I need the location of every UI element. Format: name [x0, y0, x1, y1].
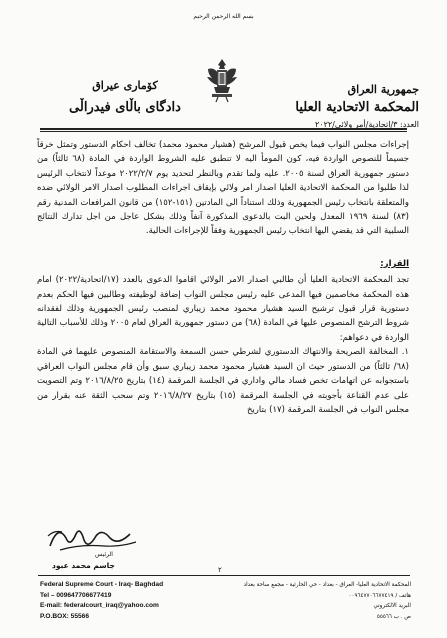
header-court-kurdish: دادگای باڵای فیدراڵی [69, 100, 181, 115]
iraq-eagle-emblem-icon [204, 55, 240, 105]
page-number: ٢ [218, 566, 222, 574]
footer-english [40, 580, 163, 622]
basmala: بسم الله الرحمن الرحيم [193, 13, 254, 20]
signatory-name: جاسم محمد عبود [52, 561, 115, 570]
decision-heading: القرار: [380, 258, 409, 269]
header-court-arabic: المحكمة الاتحادية العليا [295, 100, 419, 115]
footer-email-label-arabic: البريد الالكتروني [373, 603, 411, 609]
footer-po-box: P.O.BOX: 55566 [40, 612, 89, 620]
body-paragraph: إجراءات مجلس النواب فيما يخص قبول المرشح (هشيار محمود محمد) تخالف احكام الدستور وتمثل خرقاً جسيماً للنصوص الواردة فيه، كون المومأ اليه لا تنطبق عليه الشروط الواردة في المادة (٦٨ ثالثاً) من دستور جمهورية العراق لسنة ٢٠٠٥. عليه ولما تقدم وبالنظر لتحديد يوم ٢٠٢٢/٢/٧ موعداً لانتخاب الرئيس لذا طلبوا من المحكمة الاتحادية العليا اصدار امر ولائي بإيقاف اجراءات المطلوب اصدار الامر الولائي ضده والمتعلقة بانتخاب رئيس الجمهورية وذلك استناداً الى المادتين (١٥١-١٥٢) من قانون المرافعات المدنية رقم (٨٣) لسنة ١٩٦٩ المعدل ولحين البت بالدعوى المذكورة آنفاً وذلك بشكل عاجل من اجل تدارك النتائج السلبية التي قد يقضي اليها انتخاب رئيس الجمهورية وفقاً للإجراءات الحالية. [37, 140, 409, 237]
footer-rule [38, 575, 410, 576]
handwritten-signature [40, 516, 160, 566]
footer-phone: Tel – 009647706677419 [40, 591, 112, 599]
footer-po-box-arabic: ص . ب ٥٥٥٦٦ [376, 613, 411, 620]
footer-court-name: Federal Supreme Court - Iraq- Baghdad [40, 581, 164, 588]
header-rule [40, 128, 407, 130]
header-rule-thin [40, 131, 407, 132]
body-paragraph: تجد المحكمة الاتحادية العليا أن طالبي اصدار الامر الولائي اقاموا الدعوى بالعدد (١٧/اتحادية/٢٠٢٢) امام هذه المحكمة مخاصمين فيها المدعى عليه رئيس مجلس النواب إضافة لوظيفته وطالبين فيها الحكم بعدم دستورية قرار قبول ترشيح السيد هشيار محمود محمد زيباري لمنصب رئيس الجمهورية وذلك لفقدانه شروط الترشح المنصوص عليها في المادة (٦٨) من دستور جمهورية العراق لعام ٢٠٠٥ وذلك للأسباب التالية الواردة في دعواهم: [37, 275, 409, 343]
body-paragraph: ١. المخالفة الصريحة والانتهاك الدستوري لشرطي حسن السمعة والاستقامة المنصوص عليهما في المادة (٦٨/ ثالثاً) من الدستور حيث ان السيد هشيار محمود محمد زيباري سبق وأن قام مجلس النواب العراقي باستجوابه عن اتهامات تخص فساد مالي واداري في الجلسة المرقمة (١٤) بتاريخ ٢٠١٦/٨/٢٥ وتم التصويت على عدم القناعة بأجوبته في الجلسة المرقمة (١٥) بتاريخ ٢٠١٦/٨/٢٧ وتم سحب الثقة عنه بقرار من مجلس النواب في الجلسة المرقمة (١٧) بتاريخ [37, 347, 410, 415]
signatory-title: الرئيس [95, 551, 113, 558]
header-country-arabic: جمهورية العراق [347, 83, 419, 96]
footer-email: E-mail: federalcourt_iraq@yahoo.com [40, 602, 159, 609]
header-left [55, 78, 195, 117]
footer-address-arabic: المحكمة الاتحادية العليا- العراق - بغداد - حي الحارثية - مجمع ساحة بغداد [243, 582, 411, 588]
footer-phone-arabic: هاتف / ٠٠٩٦٤٧٧٠٦٦٧٧٤١٩ [348, 592, 411, 599]
document-number: العدد: ٣/اتحادية/أمر ولائي/٢٠٢٢ [314, 120, 419, 129]
header-right [269, 82, 419, 131]
document-body [37, 138, 409, 417]
header-country-kurdish: كۆماری عیراق [92, 79, 158, 92]
footer-arabic [221, 580, 411, 622]
